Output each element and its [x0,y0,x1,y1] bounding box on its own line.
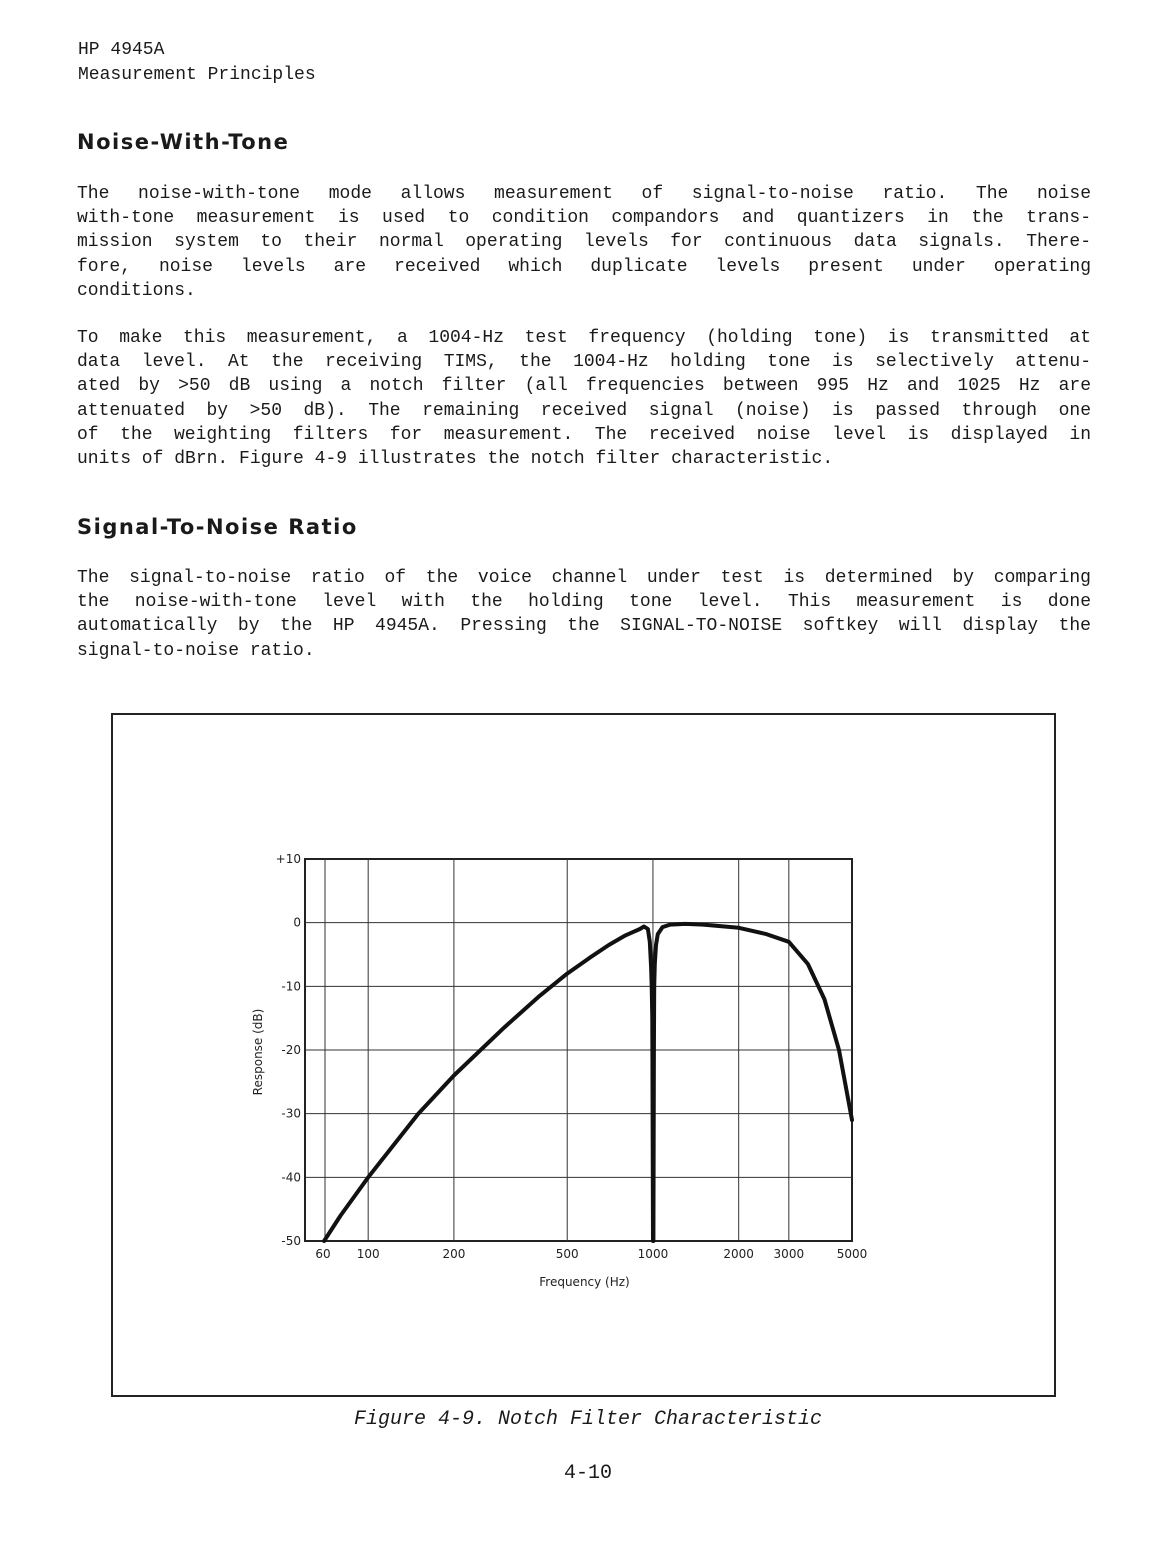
text-line: signal-to-noise ratio. [77,640,315,661]
heading-noise-with-tone: Noise-With-Tone [77,130,290,154]
text-line: The signal-to-noise ratio of the voice channel under test is determined by comparing [77,568,1091,588]
response-curve [324,924,852,1241]
x-tick-label: 500 [555,1247,579,1261]
model-number: HP 4945A [78,40,165,60]
section-title: Measurement Principles [78,65,316,85]
text-line: attenuated by >50 dB). The remaining received signal (noise) is passed through one [77,400,1091,421]
text-line: data level. At the receiving TIMS, the 1004-Hz holding tone is selectively attenu- [77,352,1091,373]
figure-caption: Figure 4-9. Notch Filter Characteristic [353,1408,823,1431]
y-axis-label: Response (dB) [251,1008,265,1096]
text-line: To make this measurement, a 1004-Hz test frequency (holding tone) is transmitted at [77,328,1091,348]
text-line: mission system to their normal operating levels for continuous data signals. There- [77,232,1091,253]
text-line: the noise-with-tone level with the holding tone level. This measurement is done [77,592,1091,613]
text-line: of the weighting filters for measurement. The received noise level is displayed in [77,424,1091,445]
x-tick-label: 5000 [836,1247,868,1261]
x-tick-label: 3000 [773,1247,805,1261]
y-tick-label: -30 [281,1106,301,1121]
y-tick-label: -10 [281,979,301,994]
y-tick-label: -20 [281,1043,301,1057]
text-line: fore, noise levels are received which duplicate levels present under operating [77,256,1091,277]
x-axis-label: Frequency (Hz) [539,1275,630,1289]
heading-signal-to-noise-ratio: Signal-To-Noise Ratio [77,515,358,539]
x-tick-label: 2000 [723,1247,754,1261]
text-line: units of dBrn. Figure 4-9 illustrates the notch filter characteristic. [77,449,834,470]
text-line: with-tone measurement is used to condition compandors and quantizers in the trans- [77,208,1091,229]
x-tick-label: 100 [356,1247,380,1261]
page-number: 4-10 [563,1462,612,1485]
x-tick-label: 1000 [637,1247,669,1261]
y-tick-label: 0 [293,915,301,930]
x-tick-label: 60 [315,1247,331,1261]
y-tick-label: +10 [275,852,301,866]
text-line: ated by >50 dB using a notch filter (all frequencies between 995 Hz and 1025 Hz are [77,376,1091,397]
text-line: conditions. [77,280,196,301]
text-line: automatically by the HP 4945A. Pressing the SIGNAL-TO-NOISE softkey will display the [77,616,1091,637]
y-tick-label: -40 [281,1170,301,1185]
y-tick-label: -50 [281,1234,301,1248]
text-line: The noise-with-tone mode allows measurement of signal-to-noise ratio. The noise [77,184,1091,204]
x-tick-label: 200 [442,1247,466,1261]
